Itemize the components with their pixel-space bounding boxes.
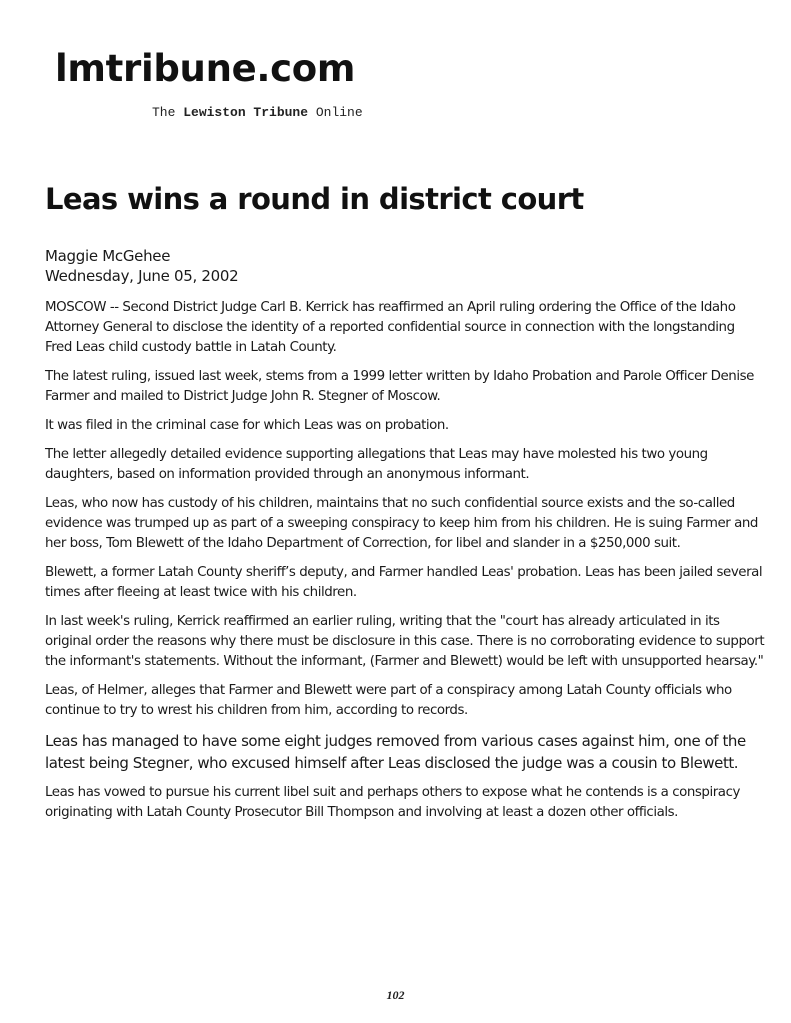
tagline-suffix: Online	[308, 105, 363, 120]
article-paragraph: Leas, who now has custody of his children, maintains that no such confidential source exists and the so-called evidence was trumped up as part of a sweeping conspiracy to keep him from his children. He is suing Farmer and her boss, Tom Blewett of the Idaho Department of Correction, for libel and slander in a $250,000 suit.	[45, 496, 758, 551]
article-paragraph: Leas has vowed to pursue his current libel suit and perhaps others to expose what he contends is a conspiracy originating with Latah County Prosecutor Bill Thompson and involving at least a dozen other officials.	[45, 785, 740, 820]
site-logo: lmtribune.com	[55, 47, 356, 90]
site-tagline	[152, 105, 363, 120]
article-author: Maggie McGehee	[45, 247, 171, 265]
article-paragraph: The letter allegedly detailed evidence supporting allegations that Leas may have molested his two young daughters, based on information provided through an anonymous informant.	[45, 447, 708, 482]
article-date: Wednesday, June 05, 2002	[45, 267, 239, 285]
article-body	[45, 298, 765, 832]
article-paragraph: Leas has managed to have some eight judges removed from various cases against him, one of the latest being Stegner, who excused himself after Leas disclosed the judge was a cousin to Blewett.	[45, 732, 746, 772]
article-headline: Leas wins a round in district court	[45, 182, 584, 216]
article-paragraph: Blewett, a former Latah County sheriff’s deputy, and Farmer handled Leas' probation. Leas has been jailed several times after fleeing at least twice with his children.	[45, 565, 763, 600]
article-paragraph: Leas, of Helmer, alleges that Farmer and Blewett were part of a conspiracy among Latah County officials who continue to try to wrest his children from him, according to records.	[45, 683, 732, 718]
tagline-prefix: The	[152, 105, 184, 120]
article-paragraph: MOSCOW -- Second District Judge Carl B. Kerrick has reaffirmed an April ruling ordering the Office of the Idaho Attorney General to disclose the identity of a reported confidential source in connection with the longstanding Fred Leas child custody battle in Latah County.	[45, 300, 736, 355]
article-paragraph: The latest ruling, issued last week, stems from a 1999 letter written by Idaho Probation and Parole Officer Denise Farmer and mailed to District Judge John R. Stegner of Moscow.	[45, 369, 754, 404]
page-number: 102	[386, 988, 405, 1002]
article-byline	[45, 246, 238, 286]
article-paragraph: It was filed in the criminal case for which Leas was on probation.	[45, 418, 449, 433]
article-paragraph: In last week's ruling, Kerrick reaffirmed an earlier ruling, writing that the "court has already articulated in its original order the reasons why there must be disclosure in this case. There is no corroborating evidence to support the informant's statements. Without the informant, (Farmer and Blewett) would be left with unsupported hearsay."	[45, 614, 765, 669]
tagline-publication-name: Lewiston Tribune	[183, 105, 309, 120]
